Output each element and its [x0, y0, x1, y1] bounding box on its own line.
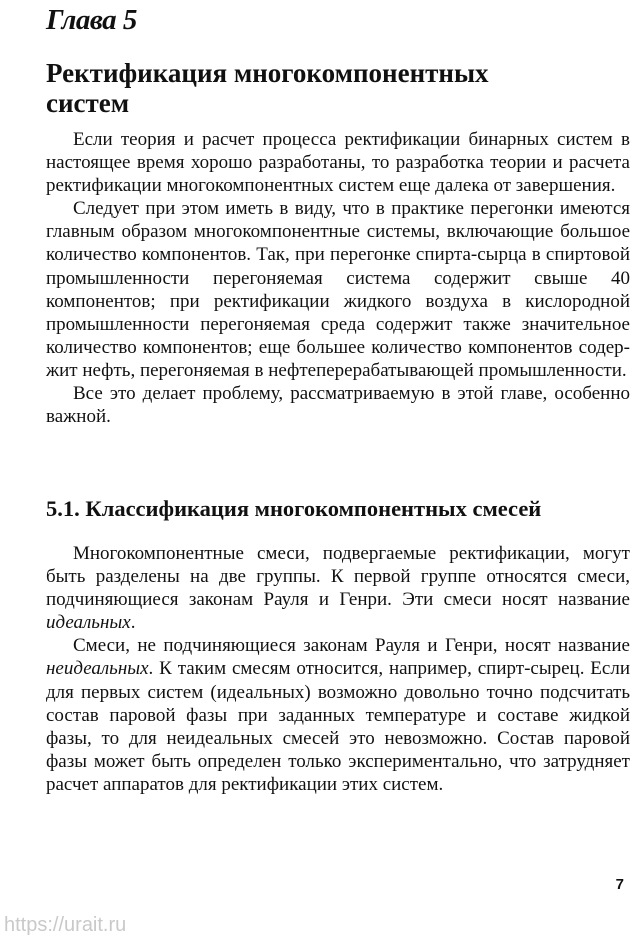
- section-title: 5.1. Классификация многокомпонентных смесей: [46, 496, 542, 521]
- chapter-title-line-1: Ректификация многокомпонентных: [46, 58, 489, 88]
- intro-text: [46, 128, 630, 428]
- section-p2-end: . К таким смесям относится, например, спирт-сырец. Если для первых систем (идеальных) возможно довольно точно подсчитать состав паровой фазы при заданных температуре и составе жидкой фазы, то для неидеальных смесей это невозможно. Состав паровой фазы может быть определен только экспериментально, что затрудняет расчет аппаратов для ректификации этих систем.: [46, 658, 630, 795]
- section-p1-text: Многокомпонентные смеси, подвергаемые ректификации, могут быть разделены на две группы. К первой группе относятся смеси, подчиняющиеся законам Рауля и Генри. Эти смеси носят название: [46, 543, 630, 611]
- section-paragraph-2: [46, 634, 630, 796]
- intro-paragraph-3: Все это делает проблему, рассматриваемую в этой главе, особенно важной.: [46, 383, 630, 428]
- section-paragraph-1: [46, 542, 630, 634]
- watermark-url: https://urait.ru: [4, 914, 127, 936]
- intro-paragraph-1: Если теория и расчет процесса ректификации бинарных систем в настоящее время хорошо разработаны, то разработка теории и расчета ректификации многокомпонентных систем еще далека от завершения.: [46, 129, 630, 197]
- section-p2-text: Смеси, не подчиняющиеся законам Рауля и Генри, носят название: [73, 635, 630, 657]
- chapter-title-line-2: систем: [46, 88, 130, 118]
- section-p1-end: .: [130, 612, 136, 634]
- section-text: [46, 542, 630, 796]
- page-number: 7: [615, 876, 624, 893]
- chapter-label: Глава 5: [46, 4, 137, 36]
- term-ideal: идеальных: [46, 612, 131, 634]
- intro-paragraph-2: Следует при этом иметь в виду, что в практике перегонки имеются главным образом многокомпонентные системы, включающие большое количество компонентов. Так, при перегонке спирта-сырца в спиртовой промышленности перегоняемая система содержит свыше 40 компонентов; при ректификации жидкого воздуха в кислородной промышленности перегоняемая среда содержит также значительное количество компонентов; еще большее количество компонентов содержит нефть, перегоняемая в нефтеперерабатывающей промышленности.: [46, 198, 630, 381]
- chapter-title: [46, 58, 630, 118]
- term-nonideal: неидеальных: [46, 658, 149, 680]
